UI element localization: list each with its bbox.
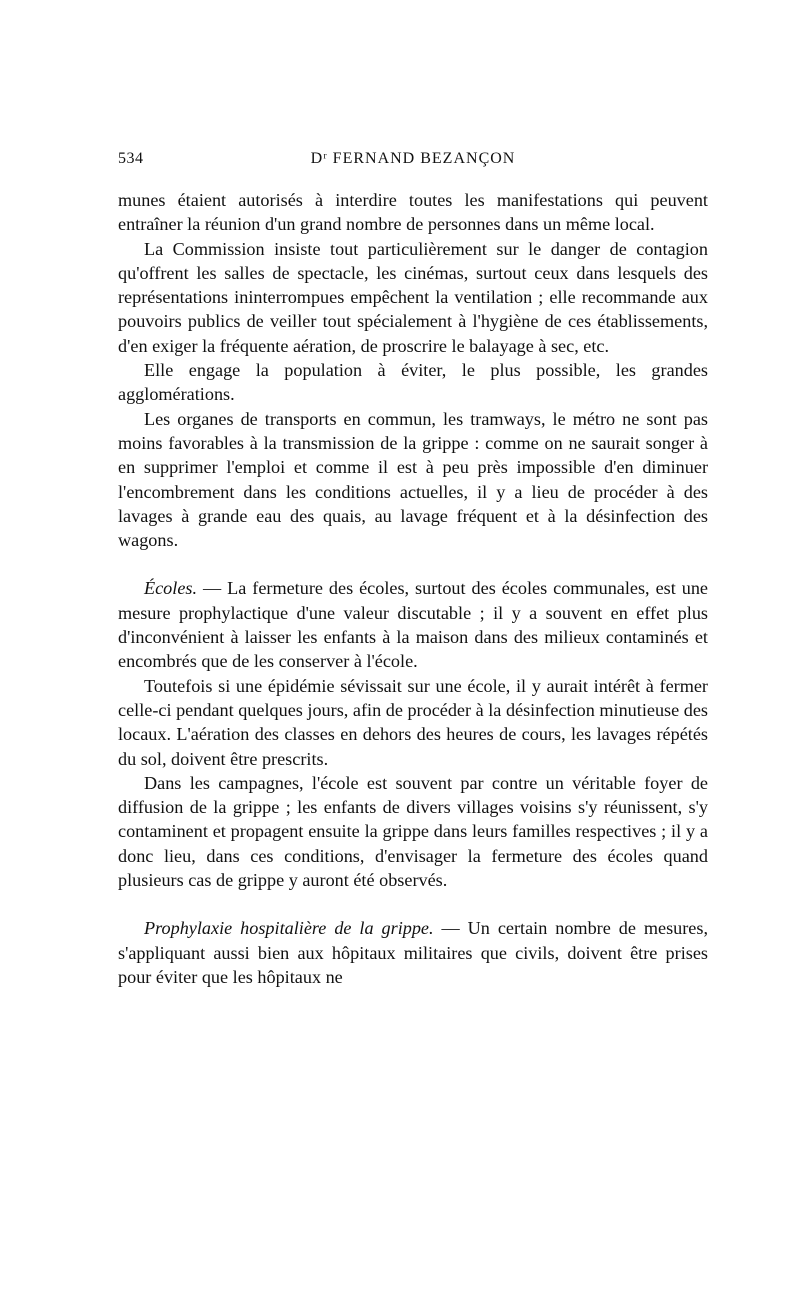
paragraph-ecoles (118, 576, 708, 673)
paragraph-continuation: munes étaient autorisés à interdire toutes les manifestations qui peuvent entraîner la réunion d'un grand nombre de personnes dans un même local. (118, 190, 708, 235)
section-title-prophylaxie: Prophylaxie hospitalière de la grippe. (144, 918, 434, 939)
paragraph-campagnes: Dans les campagnes, l'école est souvent par contre un véritable foyer de diffusion de la grippe ; les enfants de divers villages voisins s'y réunissent, s'y contaminent et propagent ensuite la grippe dans leurs familles respectives ; il y a donc lieu, dans ces conditions, d'envisager la fermeture des écoles quand plusieurs cas de grippe y auront été observés. (118, 772, 708, 891)
body-text (118, 188, 708, 989)
running-head (118, 150, 708, 174)
paragraph-epidemie: Toutefois si une épidémie sévissait sur une école, il y aurait intérêt à fermer celle-ci pendant quelques jours, afin de procéder à la désinfection minutieuse des locaux. L'aération des classes en dehors des heures de cours, les lavages répétés du sol, doivent être prescrits. (118, 675, 708, 769)
paragraph-prophylaxie-text: — Un certain nombre de mesures, s'appliquant aussi bien aux hôpitaux militaires que civils, doivent être prises pour éviter que les hôpitaux ne (118, 918, 708, 987)
paragraph-commission: La Commission insiste tout particulièrement sur le danger de contagion qu'offrent les salles de spectacle, les cinémas, surtout ceux dans lesquels des représentations ininterrompues empêchent la ventilation ; elle recommande aux pouvoirs publics de veiller tout spécialement à l'hygiène de ces établissements, d'en exiger la fréquente aération, de proscrire le balayage à sec, etc. (118, 238, 708, 356)
section-title-ecoles: Écoles. (144, 578, 198, 599)
paragraph-population: Elle engage la population à éviter, le plus possible, les grandes agglomérations. (118, 360, 708, 405)
paragraph-ecoles-text: — La fermeture des écoles, surtout des écoles communales, est une mesure prophylactique d'une valeur discutable ; il y a souvent en effet plus d'inconvénient à laisser les enfants à la maison dans des milieux contaminés et encombrés que de les conserver à l'école. (118, 578, 708, 672)
book-page (118, 150, 708, 989)
paragraph-transports: Les organes de transports en commun, les tramways, le métro ne sont pas moins favorables à la transmission de la grippe : comme on ne saurait songer à en supprimer l'emploi et comme il est à peu près impossible d'en diminuer l'encombrement dans les conditions actuelles, il y a lieu de procéder à des lavages à grande eau des quais, au lavage fréquent et à la désinfection des wagons. (118, 408, 708, 551)
paragraph-prophylaxie (118, 916, 708, 989)
running-title: Dʳ FERNAND BEZANÇON (310, 150, 516, 167)
page-number: 534 (118, 150, 144, 167)
